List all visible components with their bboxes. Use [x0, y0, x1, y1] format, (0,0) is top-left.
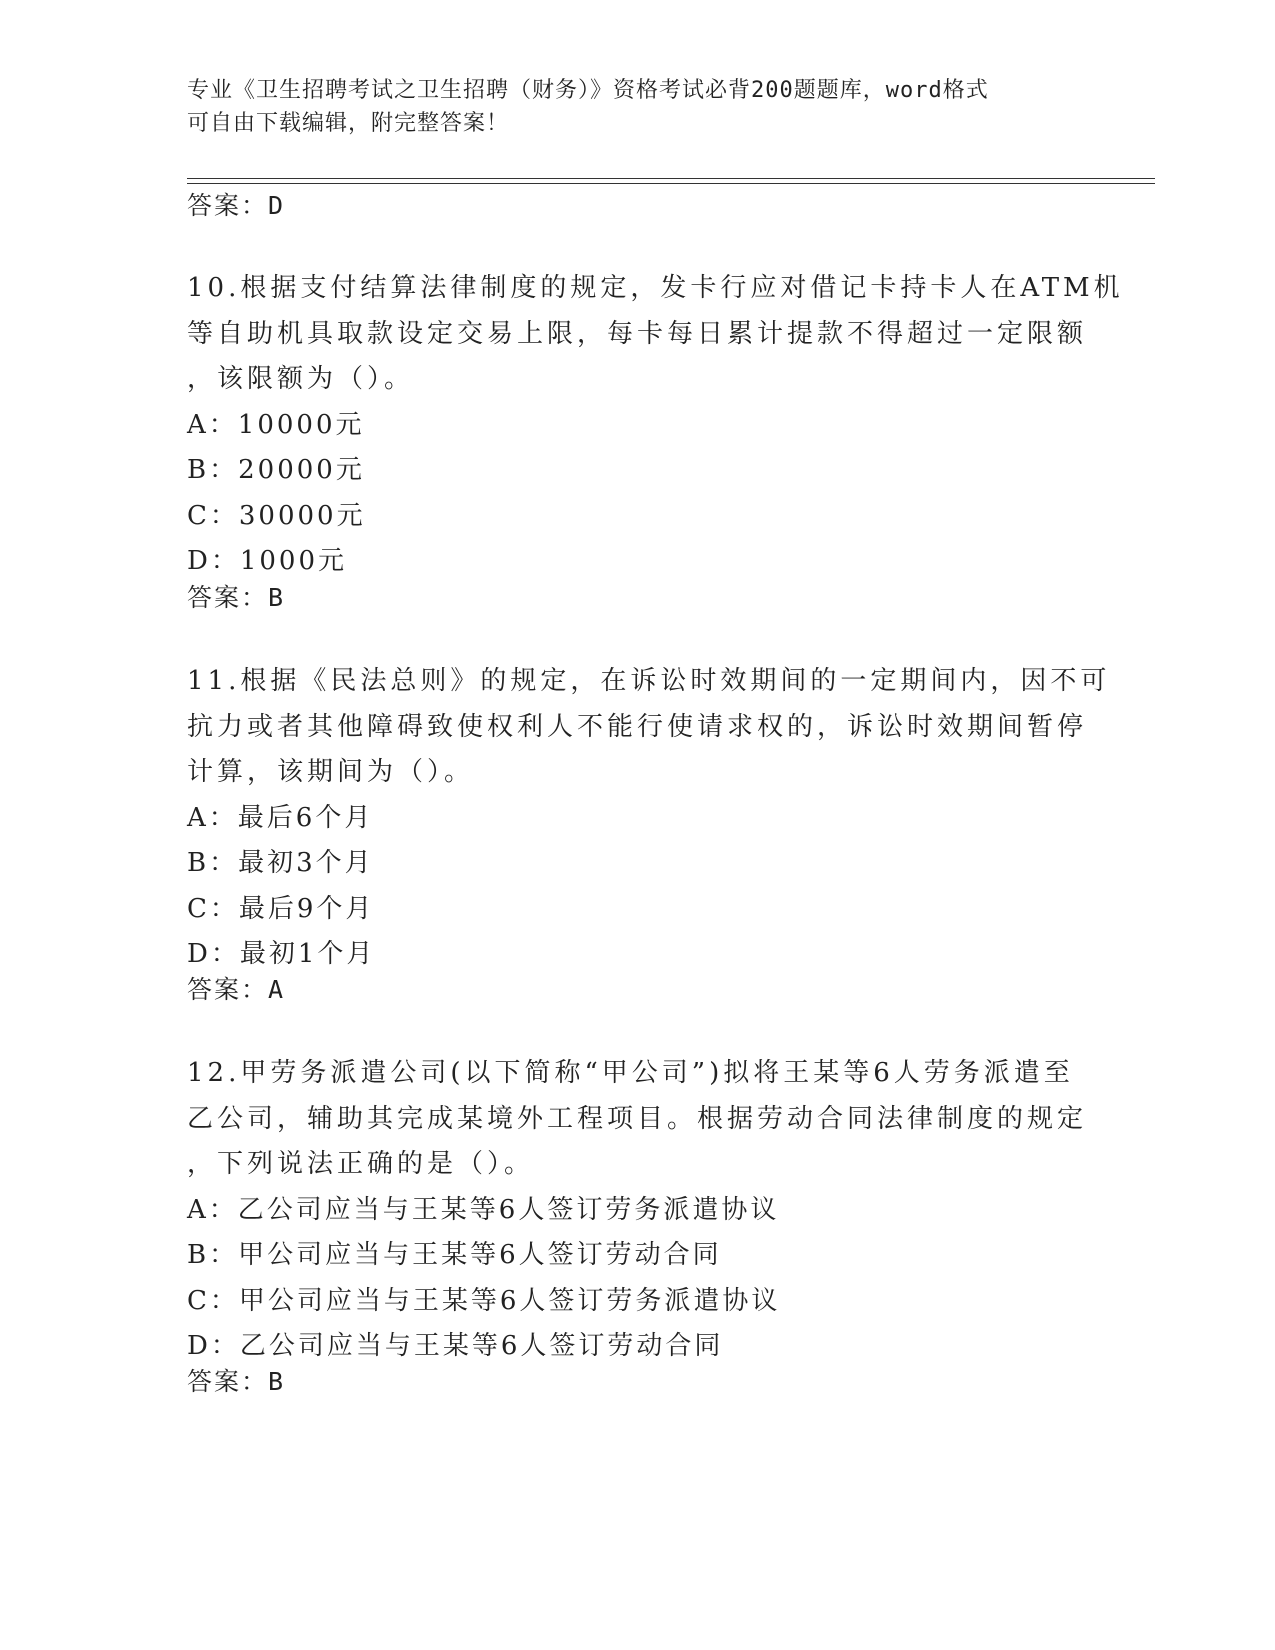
question-stem — [187, 1051, 1087, 1188]
stem-line: 计算，该期间为（）。 — [187, 757, 475, 787]
option-d: D：1000元 — [187, 546, 348, 576]
question-stem — [187, 659, 1111, 796]
stem-line: ，该限额为（）。 — [187, 364, 415, 394]
document-header — [187, 74, 1067, 140]
option-b: B：20000元 — [187, 455, 365, 485]
header-rule-top — [187, 178, 1155, 179]
option-c: C：最后9个月 — [187, 893, 375, 924]
stem-line: 11.根据《民法总则》的规定，在诉讼时效期间的一定期间内，因不可 — [187, 666, 1111, 696]
question-stem — [187, 266, 1124, 403]
option-d: D：乙公司应当与王某等6人签订劳动合同 — [187, 1331, 724, 1361]
option-c: C：甲公司应当与王某等6人签订劳务派遣协议 — [187, 1285, 781, 1316]
option-a: A：10000元 — [187, 409, 365, 440]
option-a: A：乙公司应当与王某等6人签订劳务派遣协议 — [187, 1194, 780, 1225]
previous-answer: 答案：D — [187, 191, 286, 220]
option-c: C：30000元 — [187, 500, 366, 531]
answer-10: 答案：B — [187, 583, 286, 612]
stem-line: ，下列说法正确的是（）。 — [187, 1149, 535, 1179]
header-line-1: 专业《卫生招聘考试之卫生招聘（财务）》资格考试必背200题题库，word格式 — [187, 78, 989, 103]
option-b: B：最初3个月 — [187, 848, 374, 878]
answer-11: 答案：A — [187, 975, 286, 1004]
header-rule-bottom — [187, 183, 1155, 184]
option-d: D：最初1个月 — [187, 939, 376, 969]
option-a: A：最后6个月 — [187, 802, 374, 833]
stem-line: 抗力或者其他障碍致使权利人不能行使请求权的，诉讼时效期间暂停 — [187, 711, 1088, 742]
header-line-2: 可自由下载编辑，附完整答案！ — [187, 111, 510, 136]
question-11 — [187, 659, 1111, 978]
question-12 — [187, 1051, 1087, 1370]
stem-line: 乙公司，辅助其完成某境外工程项目。根据劳动合同法律制度的规定 — [187, 1103, 1088, 1134]
option-b: B：甲公司应当与王某等6人签订劳动合同 — [187, 1240, 722, 1270]
stem-line: 10.根据支付结算法律制度的规定，发卡行应对借记卡持卡人在ATM机 — [187, 273, 1124, 303]
stem-line: 12.甲劳务派遣公司(以下简称“甲公司”)拟将王某等6人劳务派遣至 — [187, 1058, 1074, 1088]
stem-line: 等自助机具取款设定交易上限，每卡每日累计提款不得超过一定限额 — [187, 318, 1088, 349]
question-10 — [187, 266, 1124, 585]
answer-12: 答案：B — [187, 1367, 286, 1396]
